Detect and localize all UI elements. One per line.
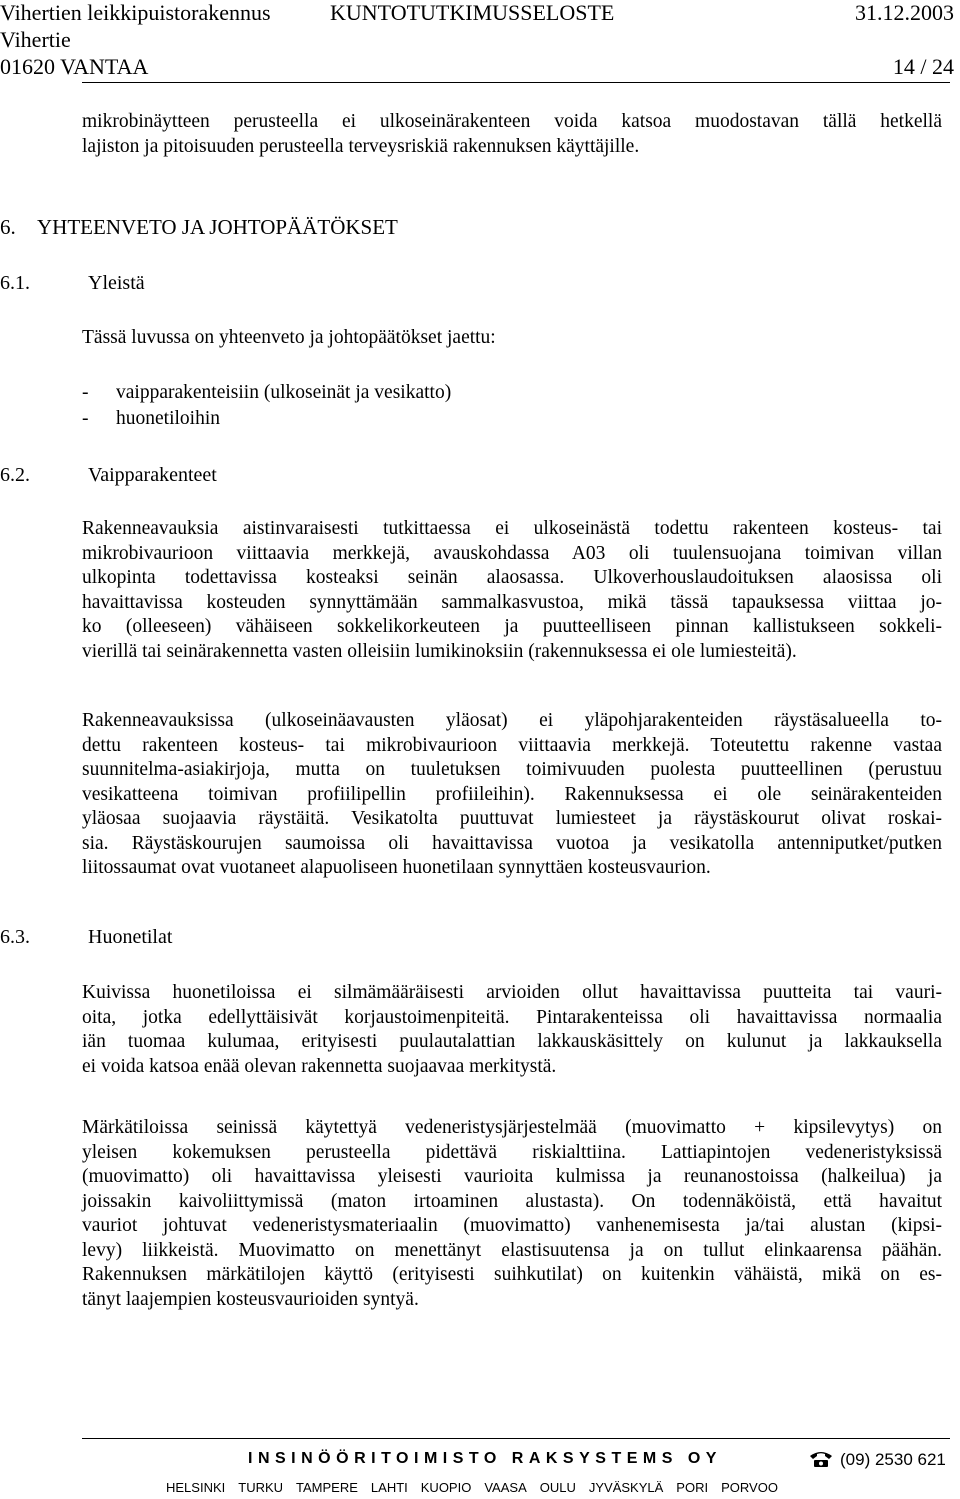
intro-paragraph [82,110,942,159]
section-6-2-number: 6.2. [0,464,30,486]
footer-city: KUOPIO [420,1480,472,1495]
bullet-text: huonetiloihin [116,408,220,429]
footer-phone: (09) 2530 621 [840,1450,946,1469]
footer-city: HELSINKI [166,1480,226,1495]
text-line: Rakenneavauksia aistinvaraisesti tutkittaessa ei ulkoseinästä todettu rakenteen kosteus- tai [82,518,942,539]
text-line: mikrobivaurioon viittaavia merkkejä, avauskohdassa A03 oli tuulensuojana toimivan villan [82,542,942,564]
text-line: tänyt laajempien kosteusvaurioiden syntyä. [82,1288,419,1310]
section-6-2-title: Vaipparakenteet [88,464,217,486]
header-date: 31.12.2003 [855,0,954,25]
text-line: yläosaa suojaavia räystäitä. Vesikatolta puuttuvat lumiesteet ja räystäskourut olivat roskai- [82,808,942,829]
section-6-2-paragraph-2 [82,709,942,881]
text-line: mikrobinäytteen perusteella ei ulkoseinärakenteen voida katsoa muodostavan tällä hetkellä [82,111,942,132]
section-6-1-number: 6.1. [0,272,30,294]
text-line: vesikatteena toimivan profiilipellin profiileihin). Rakennuksessa ei ole seinärakenteiden [82,783,942,805]
text-line: dettu rakenteen kosteus- tai mikrobivaurioon viittaavia merkkejä. Toteutettu rakenne vastaa [82,734,942,756]
section-6-3-paragraph-1 [82,981,942,1079]
section-6-1-title: Yleistä [88,272,145,294]
section-6-3-number: 6.3. [0,926,30,948]
text-line: Märkätiloissa seinissä käytettyä vedeneristysjärjestelmää (muovimatto + kipsilevytys) on [82,1117,942,1138]
footer-city: OULU [539,1480,576,1495]
footer-city: TAMPERE [296,1480,358,1495]
header-doc-type: KUNTOTUTKIMUSSELOSTE [330,0,615,25]
footer-firm-name: INSINÖÖRITOIMISTO RAKSYSTEMS OY [248,1450,722,1467]
text-line: (muovimatto) oli havaittavissa yleisesti vaurioita kulmissa ja reunanostoissa (halkeilua) ja [82,1166,942,1187]
text-line: Kuivissa huonetiloissa ei silmämääräisesti arvioiden ollut havaittavissa puutteita tai vauri- [82,982,942,1003]
text-line: joissakin kaivoliittymissä (maton irtoaminen alustasta). On todennäköistä, että havaitut [82,1190,942,1212]
text-line: yleisen kokemuksen perusteella pidettävä riskialttiina. Lattiapintojen vedeneristyksissä [82,1141,942,1163]
text-line: iän tuomaa kulumaa, erityisesti puulautalattian lakkauskäsittely on kulunut ja lakkauksella [82,1031,942,1052]
bullet-text: vaipparakenteisiin (ulkoseinät ja vesikatto) [116,382,452,403]
telephone-icon [808,1449,834,1474]
text-line: Rakennuksen märkätilojen käyttö (erityisesti suihkutilat) on kuitenkin vähäistä, mikä on es- [82,1264,942,1285]
footer-city: TURKU [238,1480,284,1495]
footer-cities [166,1480,778,1495]
header-company: Vihertien leikkipuistorakennus [0,0,271,25]
footer-city: VAASA [484,1480,527,1495]
text-line: sia. Räystäskourujen saumoissa oli havaittavissa vuotoa ja vesikatolla antenniputket/putken [82,832,942,854]
text-line: vauriot johtuvat vedeneristysmateriaalin (muovimatto) vanhenemisesta ja/tai alustan (kipsi- [82,1215,942,1236]
text-line: Rakenneavauksissa (ulkoseinäavausten yläosat) ei yläpohjarakenteiden räystäsalueella to- [82,710,942,731]
text-line: liitossaumat ovat vuotaneet alapuoliseen huonetilaan synnyttäen kosteusvaurion. [82,857,711,878]
bullet-dash: - [82,382,89,403]
bullet-dash: - [82,408,89,429]
text-line: oita, jotka edellyttäisivät korjaustoimenpiteitä. Pintarakenteissa oli havaittavissa normaalia [82,1006,942,1028]
section-6-2-paragraph-1 [82,517,942,664]
text-line: suunnitelma-asiakirjoja, mutta on tuuletuksen toimivuuden puolesta puutteellinen (perustuu [82,759,942,780]
header-city: 01620 VANTAA [0,54,149,79]
text-line: ulkopinta todettavissa kosteaksi seinän alaosassa. Ulkoverhouslaudoituksen alaosissa oli [82,567,942,588]
header-rule [82,82,950,83]
footer-city: LAHTI [370,1480,408,1495]
page-number: 14 / 24 [892,54,954,79]
section-6-title: YHTEENVETO JA JOHTOPÄÄTÖKSET [37,215,398,239]
footer-city: PORVOO [721,1480,778,1495]
section-6-1-text: Tässä luvussa on yhteenveto ja johtopäätökset jaettu: [82,327,496,348]
text-line: havaittavissa kosteuden synnyttämään sammalkasvustoa, mikä tässä tapauksessa viittaa jo- [82,591,942,613]
section-6-3-title: Huonetilat [88,926,173,948]
text-line: lajiston ja pitoisuuden perusteella terveysriskiä rakennuksen käyttäjille. [82,135,640,157]
text-line: ko (olleeseen) vähäiseen sokkelikorkeuteen ja puutteelliseen pinnan kallistukseen sokkeli- [82,616,942,637]
footer-city: JYVÄSKYLÄ [588,1480,664,1495]
footer-city: PORI [676,1480,709,1495]
section-6-3-paragraph-2 [82,1116,942,1312]
footer-rule [82,1438,950,1439]
text-line: vierillä tai seinärakennetta vasten olleisiin lumikinoksiin (rakennuksessa ei ole lumiesteitä). [82,640,797,662]
header-street: Vihertie [0,27,71,52]
text-line: levy) liikkeistä. Muovimatto on menettänyt elastisuutensa ja on tullut elinkaarensa päähän. [82,1239,942,1261]
section-6-number: 6. [0,215,16,239]
text-line: ei voida katsoa enää olevan rakennetta suojaavaa merkitystä. [82,1055,557,1077]
